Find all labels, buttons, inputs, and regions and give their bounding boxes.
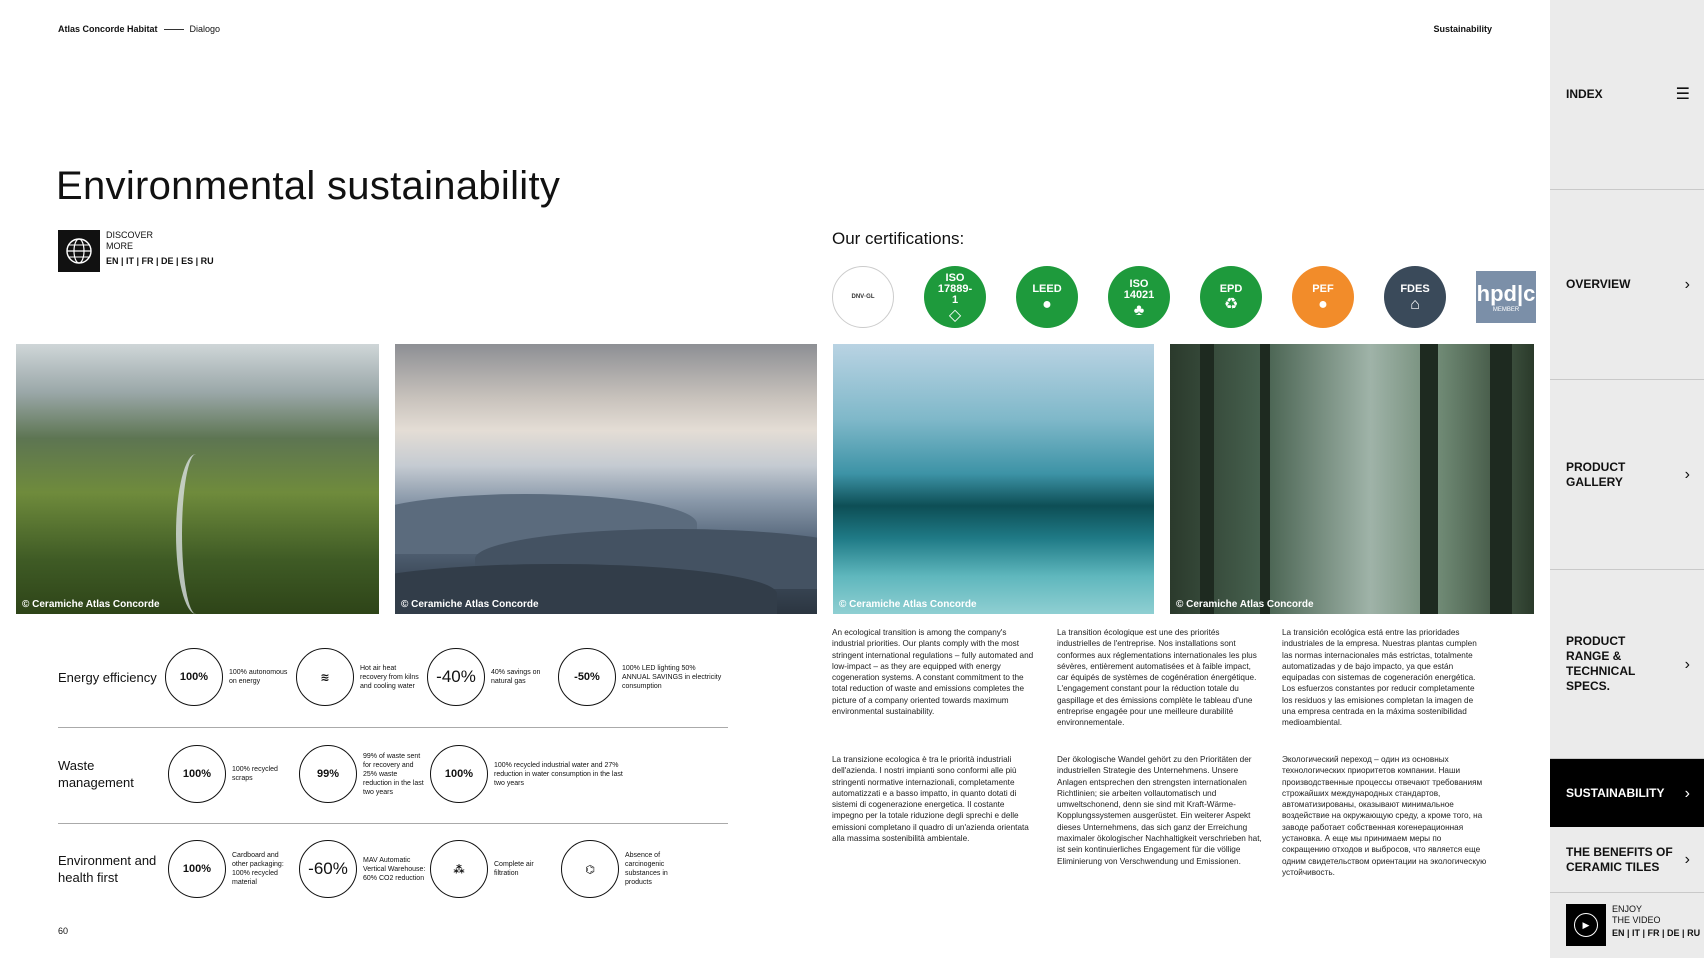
cert-leed-label: LEED [1032,283,1062,295]
photo-water-surface [833,344,1154,614]
cert-hpdc-label: hpd|c [1476,281,1536,306]
feature-desc: 100% autonomous on energy [229,669,288,685]
cert-fdes-label: FDES [1400,283,1430,295]
sidebar-item-benefits[interactable] [1550,827,1704,893]
brand-header [58,24,220,34]
sidebar-item-product-range[interactable] [1550,570,1704,759]
chevron-right-icon: › [1684,784,1690,802]
photo-misty-hills [395,344,817,614]
cert-iso-14021-label: ISO 14021 [1123,277,1155,301]
feature-item [561,840,692,898]
feature-badge: 100% [182,768,212,780]
feature-item [427,648,558,706]
footprint-icon: ● [1318,296,1328,313]
feature-desc: 100% recycled scraps [232,766,278,782]
text-en: An ecological transition is among the company's industrial priorities. Our plants comply with the most stringent international regulations – fully automated and low-impact – as they are equipped with energy cogeneration systems. A constant commitment to the total reduction of waste and emissions completes the picture of a company oriented towards maximum environmental sustainability. [832,628,1034,717]
cert-fdes [1384,266,1446,328]
cert-hpdc [1476,271,1536,323]
photo-caption: © Ceramiche Atlas Concorde [22,599,160,610]
sidebar-item-label: OVERVIEW [1566,277,1631,291]
feature-item [299,840,430,898]
text-es: La transición ecológica está entre las prioridades industriales de la empresa. Nuestras plantas cumplen las normas internacionales más estrictas, totalmente automatizadas y de bajo impacto, ya que están equipadas con sistemas de cogeneración energética. Los esfuerzos constantes por reducir completamente los residuos y las emisiones completan la imagen de una empresa centrada en la máxima sostenibilidad medioambiental. [1282,628,1477,728]
feature-item [165,648,296,706]
feature-badge: -60% [308,859,348,878]
led-lamp-icon [558,648,616,706]
feature-item [558,648,728,706]
drop-icon: ● [1042,296,1052,313]
menu-icon: ☰ [1675,86,1690,103]
feature-desc: 99% of waste sent for recovery and 25% waste reduction in the last two years [363,752,424,796]
text-fr: La transition écologique est une des priorités industrielles de l'entreprise. Nos installations sont conformes aux réglementations internationales les plus sévères, entièrement automatisées et à faible impact, car équipés de systèmes de cogénération énergétique. L'engagement constant pour la réduction totale du gaspillage et des émissions complète le tableau d'une entreprise engagée pour une meilleure durabilité environnementale. [1057,628,1257,728]
row-waste-management [58,745,728,803]
feature-badge: -40% [436,667,476,686]
feature-desc: 100% LED lighting 50% ANNUAL SAVINGS in electricity consumption [622,664,722,690]
chevron-right-icon: › [1684,655,1690,673]
chevron-right-icon: › [1684,851,1690,868]
video-line2: THE VIDEO [1612,915,1661,925]
tree-trunk-shape [1260,344,1270,614]
photo-caption: © Ceramiche Atlas Concorde [1176,599,1314,610]
sidebar-item-label: PRODUCT RANGE & TECHNICAL SPECS. [1566,634,1636,693]
feature-badge: -50% [574,671,600,683]
photo-caption: © Ceramiche Atlas Concorde [401,599,539,610]
feature-item [168,840,299,898]
discover-more-link[interactable] [58,230,214,272]
brand-name: Atlas Concorde Habitat [58,24,158,34]
cert-leed [1016,266,1078,328]
filter-glyph: ⁂ [453,863,465,876]
heat-factory-icon [296,648,354,706]
globe-icon [58,230,100,272]
certifications-title: Our certifications: [832,229,965,248]
co2-cloud-icon [299,840,357,898]
river-shape [176,454,216,614]
chevron-right-icon: › [1684,466,1690,483]
sidebar-item-label: THE BENEFITS OF CERAMIC TILES [1566,844,1673,874]
certifications-list [832,266,1536,328]
feature-desc: 100% recycled industrial water and 27% reduction in water consumption in the last two years [494,761,623,787]
gas-flame-icon [427,648,485,706]
heat-waves-glyph: ≋ [320,671,330,684]
tree-icon: ♣ [1133,301,1145,319]
page-number: 60 [58,926,69,936]
row-divider [58,727,728,728]
feature-desc: Absence of carcinogenic substances in products [625,852,668,886]
photo-caption: © Ceramiche Atlas Concorde [839,599,977,610]
feature-badge: 99% [316,768,340,780]
packaging-box-icon [168,840,226,898]
video-languages[interactable]: EN | IT | FR | DE | RU [1612,928,1701,938]
feature-desc: Cardboard and other packaging: 100% recycled material [232,852,284,886]
text-de: Der ökologische Wandel gehört zu den Prioritäten der industriellen Strategie des Unternehmens. Unsere Anlagen entsprechen den strengsten internationalen Richtlinien; sie arbeiten vollautomatisch und umweltschonend, denn sie sind mit Kraft-Wärme-Kopplungssystemen ausgerüstet. Ein weiterer Aspekt dieses Unternehmens, das sich ganz der Erreichung maximaler ökologischer Nachhaltigkeit verschrieben hat, ist sein kontinuierliches Engagement für die völlige Eliminierung von Verschwendung und Emissionen. [1057,755,1262,866]
play-icon: ▶ [1566,904,1606,946]
cert-iso-17889-label: ISO 17889-1 [937,272,973,306]
sidebar-item-overview[interactable] [1550,190,1704,380]
house-icon: ⌂ [1410,296,1420,313]
discover-line1: DISCOVER [106,230,154,240]
leaf-diamond-icon: ◇ [948,307,962,324]
feature-item [296,648,427,706]
tree-trunk-shape [1200,344,1214,614]
feature-desc: Hot air heat recovery from kilns and cooling water [360,664,419,690]
factory-lightning-icon [165,648,223,706]
discover-languages[interactable]: EN | IT | FR | DE | ES | RU [106,256,214,266]
brand-sub: Dialogo [189,24,221,34]
chevron-right-icon: › [1684,276,1690,293]
page-title: Environmental sustainability [56,164,561,208]
recycle-scraps-icon [168,745,226,803]
feature-desc: MAV Automatic Vertical Warehouse: 60% CO2 reduction [363,856,426,882]
sidebar-item-label: SUSTAINABILITY [1566,785,1665,800]
video-line1: ENJOY [1612,904,1643,914]
photo-forest [1170,344,1534,614]
feature-desc: Complete air filtration [494,861,534,877]
cert-pef [1292,266,1354,328]
sidebar-nav [1550,0,1704,958]
feature-item [299,745,430,803]
tree-trunk-shape [1490,344,1512,614]
tree-trunk-shape [1420,344,1438,614]
cert-epd-label: EPD [1219,283,1243,295]
feature-badge: 100% [179,671,209,683]
water-waves-icon [430,745,488,803]
feature-badge: 100% [182,863,212,875]
text-it: La transizione ecologica è tra le priorità industriali dell'azienda. I nostri impianti sono conformi alle più stringenti normative internazionali, completamente automatizzati e a basso impatto, in quanto dotati di sistemi di cogenerazione energetica. Il costante impegno per la totale riduzione degli sprechi e delle emissioni completano il quadro di un'azienda orientata alla massima sostenibilità ambientale. [832,755,1029,844]
row-label: Environment and health first [58,853,157,885]
cert-epd [1200,266,1262,328]
discover-line2: MORE [106,241,133,251]
molecule-icon [561,840,619,898]
feature-badge: 100% [444,768,474,780]
row-energy-efficiency [58,648,728,706]
feature-desc: 40% savings on natural gas [491,669,541,685]
sidebar-item-label: PRODUCT GALLERY [1566,459,1626,489]
feature-item [168,745,299,803]
waste-bin-icon [299,745,357,803]
cert-iso-14021 [1108,266,1170,328]
cert-hpdc-member: MEMBER [1492,307,1520,313]
molecule-glyph: ⌬ [585,863,595,876]
cert-pef-label: PEF [1312,283,1334,295]
cert-iso-17889 [924,266,986,328]
text-ru: Экологический переход – один из основных технологических приоритетов компании. Наши производственные процессы отвечают требованиям строжайших международных стандартов, автоматизированы, оказывают минимальное воздействие на окружающую среду, а кроме того, на заводе работает собственная когенерационная установка. А еще мы принимаем меры по сокращению отходов и выбросов, что является еще одним свидетельством ориентации на экологическую устойчивость. [1282,755,1487,877]
row-label: Energy efficiency [58,669,157,685]
brand-dash [164,29,184,30]
sidebar-item-index[interactable] [1550,0,1704,190]
recycle-icon: ♻ [1223,296,1239,313]
cert-dnv-gl [832,266,894,328]
row-divider [58,823,728,824]
sidebar-item-label: INDEX [1566,87,1603,101]
dnv-gl-seal-icon: DNV·GL [851,293,875,300]
feature-item [430,745,630,803]
section-label: Sustainability [1433,24,1492,34]
sidebar-item-product-gallery[interactable] [1550,380,1704,570]
enjoy-video-link[interactable] [1566,904,1700,946]
feature-item [430,840,561,898]
sidebar-item-sustainability[interactable] [1550,759,1704,827]
air-filter-icon [430,840,488,898]
photo-mountain-valley [16,344,379,614]
row-label: Waste management [58,758,134,790]
row-environment-health [58,840,728,898]
